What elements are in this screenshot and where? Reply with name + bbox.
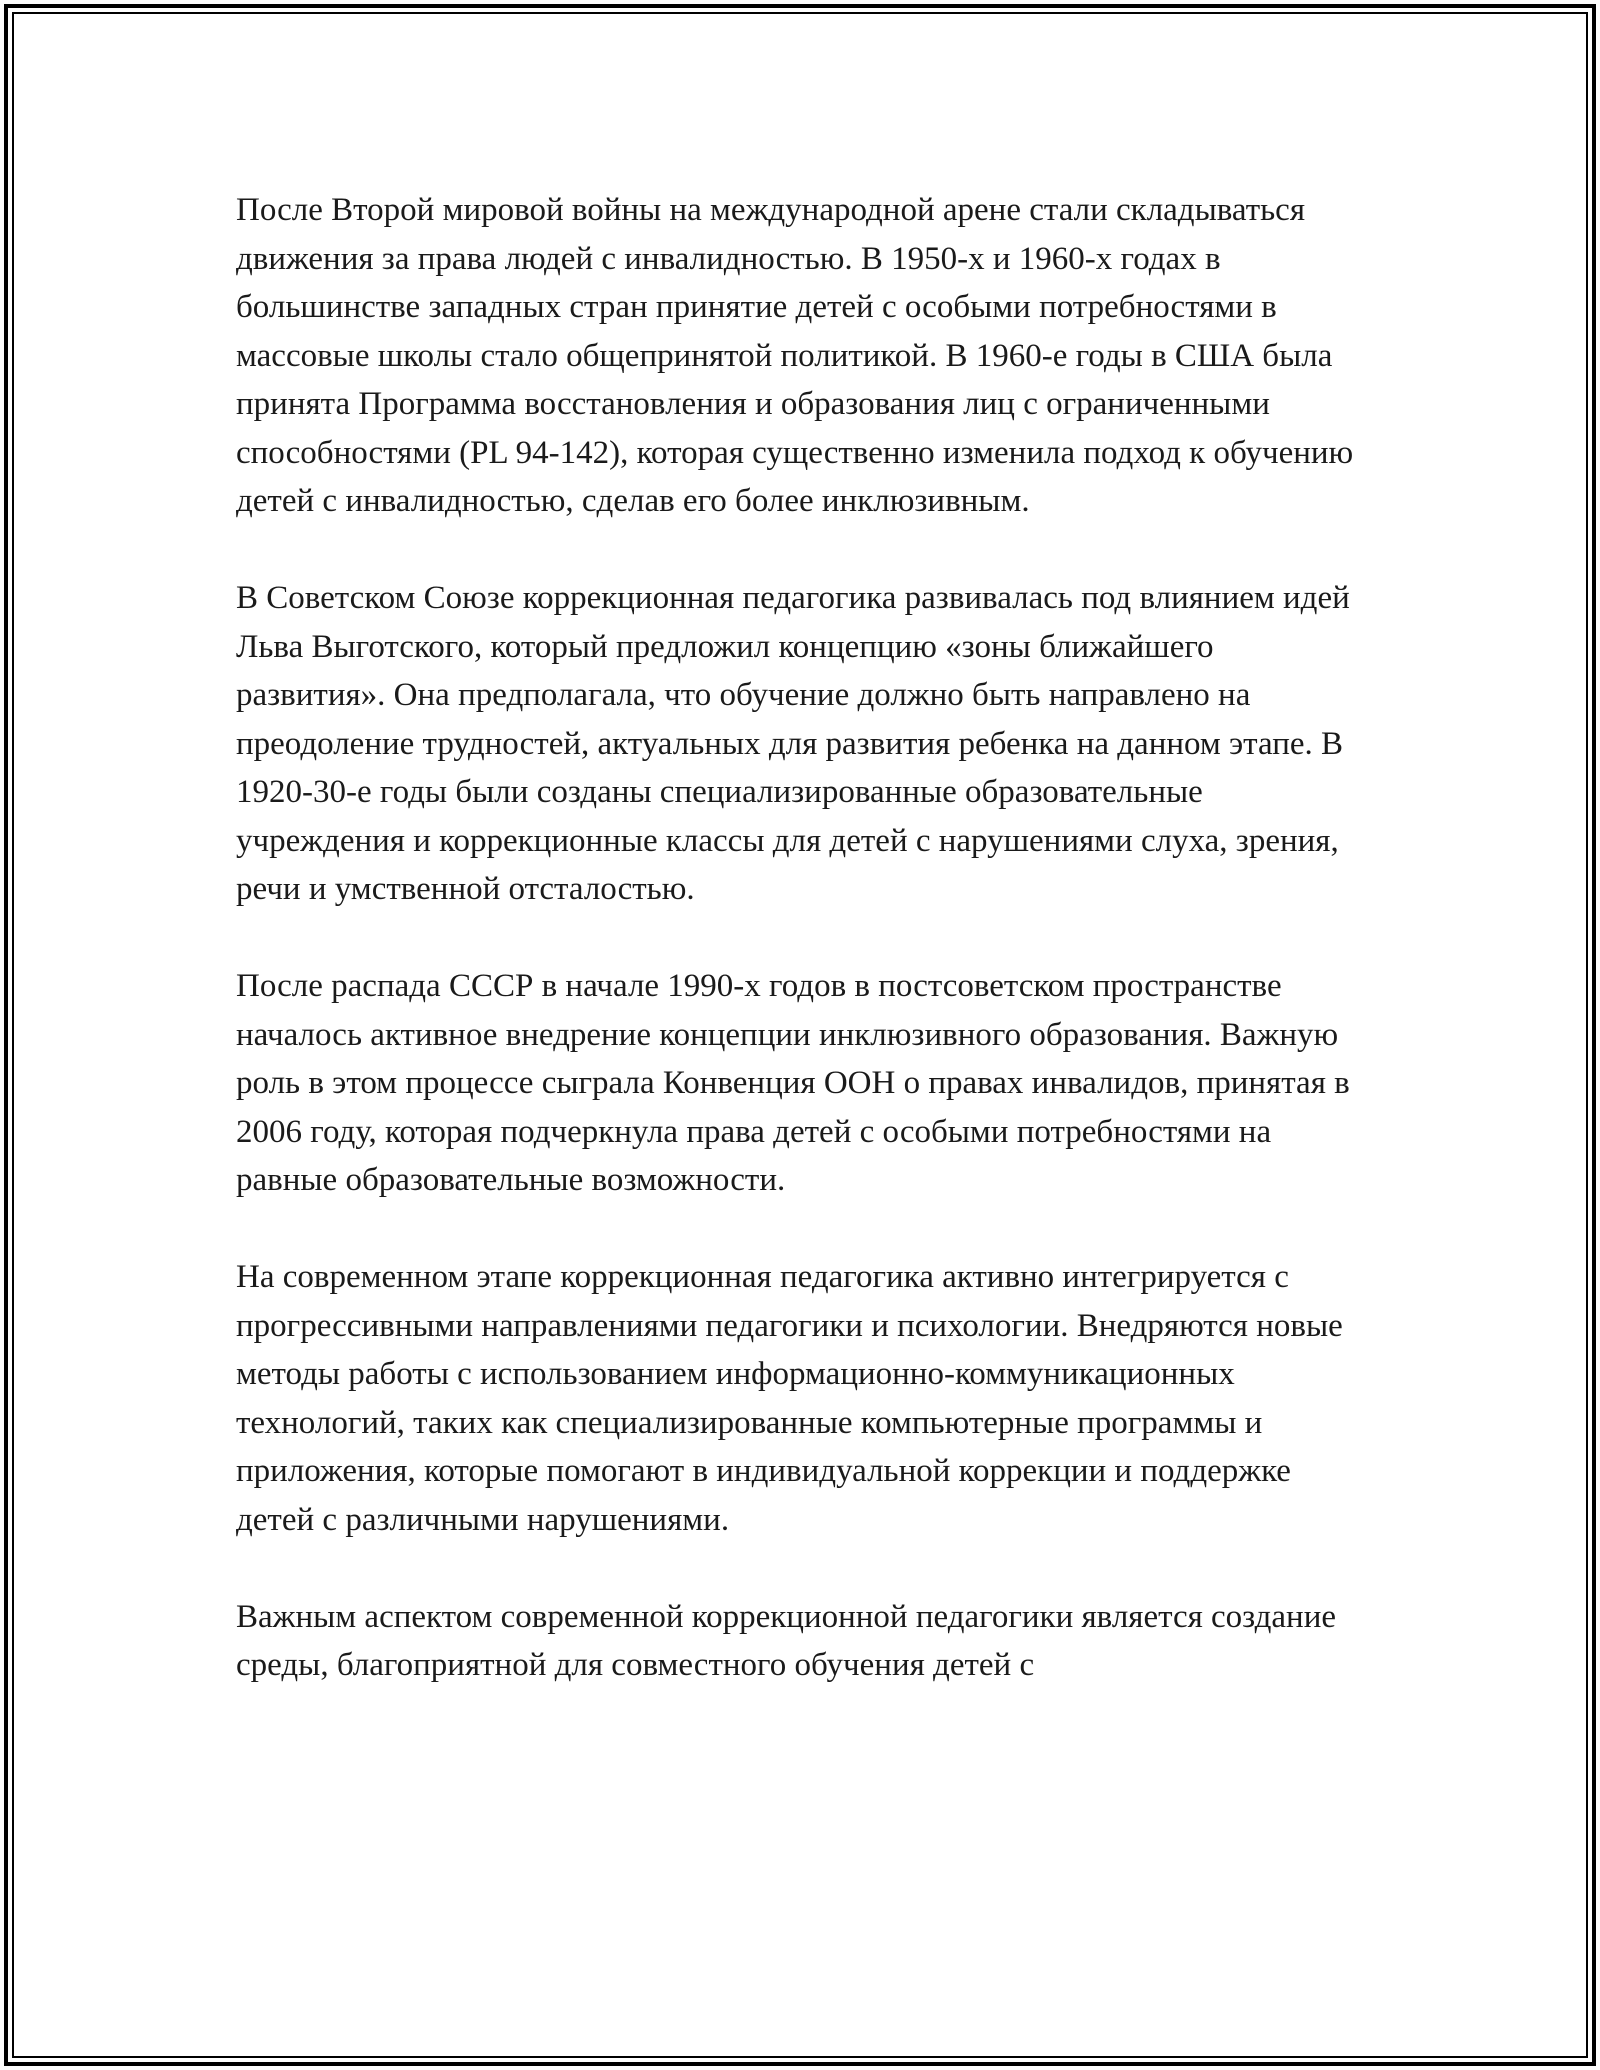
paragraph-post-ussr-inclusion: После распада СССР в начале 1990-х годов в постсоветском пространстве началось активное внедрение концепции инклюзивного образования. Важную роль в этом процессе сыграла Конвенция ООН о правах инвалидов, принятая в 2006 году, которая подчеркнула права детей с особыми потребностями на равные образовательные возможности.	[236, 968, 1350, 1198]
paragraph-modern-stage: На современном этапе коррекционная педагогика активно интегрируется с прогрессивными направлениями педагогики и психологии. Внедряются новые методы работы с использованием информационно-коммуникационных технологий, таких как специализированные компьютерные программы и приложения, которые помогают в индивидуальной коррекции и поддержке детей с различными нарушениями.	[236, 1259, 1343, 1538]
paragraph-soviet-pedagogy: В Советском Союзе коррекционная педагогика развивалась под влиянием идей Льва Выготского, который предложил концепцию «зоны ближайшего развития». Она предполагала, что обучение должно быть направлено на преодоление трудностей, актуальных для развития ребенка на данном этапе. В 1920-30-е годы были созданы специализированные образовательные учреждения и коррекционные классы для детей с нарушениями слуха, зрения, речи и умственной отсталостью.	[236, 580, 1350, 907]
document-body	[236, 186, 1366, 1738]
paragraph-learning-environment: Важным аспектом современной коррекционной педагогики является создание среды, благоприятной для совместного обучения детей с	[236, 1598, 1337, 1683]
paragraph-postwar-movements: После Второй мировой войны на международной арене стали складываться движения за права людей с инвалидностью. В 1950-х и 1960-х годах в большинстве западных стран принятие детей с особыми потребностями в массовые школы стало общепринятой политикой. В 1960-е годы в США была принята Программа восстановления и образования лиц с ограниченными способностями (PL 94-142), которая существенно изменила подход к обучению детей с инвалидностью, сделав его более инклюзивным.	[236, 192, 1354, 519]
